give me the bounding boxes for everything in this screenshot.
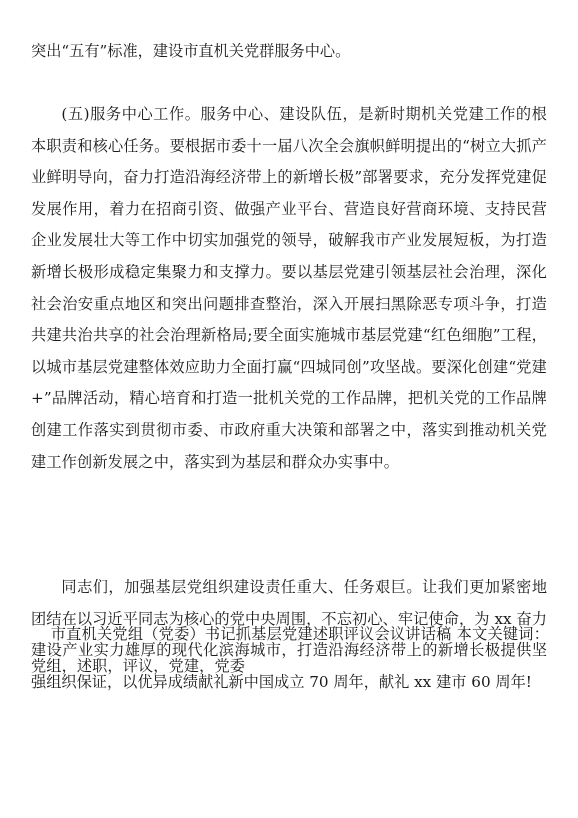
footer-keywords: 党组，述职，评议，党建，党委 [31,656,246,675]
footer-title: 市直机关党组（党委）书记抓基层党建述职评议会议讲话稿 [50,625,452,643]
document-footer [31,619,549,682]
paragraph-closing: 同志们，加强基层党组织建设责任重大、任务艰巨。让我们更加紧密地团结在以习近平同志为核心的党中央周围，不忘初心、牢记使命，为 xx 奋力建设产业实力雄厚的现代化滨海城市，打造沿海经济带上的新增长极提供坚强组织保证，以优异成绩献礼新中国成立 70 周年，献礼 xx 建市 60 周年! [31,578,547,691]
footer-keywords-label: 本文关键词： [456,625,549,643]
paragraph-intro: 突出“五有”标准，建设市直机关党群服务中心。 [31,42,351,60]
paragraph-section-5-service-center: (五)服务中心工作。服务中心、建设队伍，是新时期机关党建工作的根本职责和核心任务。要根据市委十一届八次全会旗帜鲜明提出的“树立大抓产业鲜明导向，奋力打造沿海经济带上的新增长极”部署要求，充分发挥党建促发展作用，着力在招商引资、做强产业平台、营造良好营商环境、支持民营企业发展壮大等工作中切实加强党的领导，破解我市产业发展短板，为打造新增长极形成稳定集聚力和支撑力。要以基层党建引领基层社会治理，深化社会治安重点地区和突出问题排查整治，深入开展扫黑除恶专项斗争，打造共建共治共享的社会治理新格局;要全面实施城市基层党建“红色细胞”工程，以城市基层党建整体效应助力全面打赢“四城同创”攻坚战。要深化创建“党建+”品牌活动，精心培育和打造一批机关党的工作品牌，把机关党的工作品牌创建工作落实到贯彻市委、市政府重大决策和部署之中，落实到推动机关党建工作创新发展之中，落实到为基层和群众办实事中。 [31,105,547,471]
